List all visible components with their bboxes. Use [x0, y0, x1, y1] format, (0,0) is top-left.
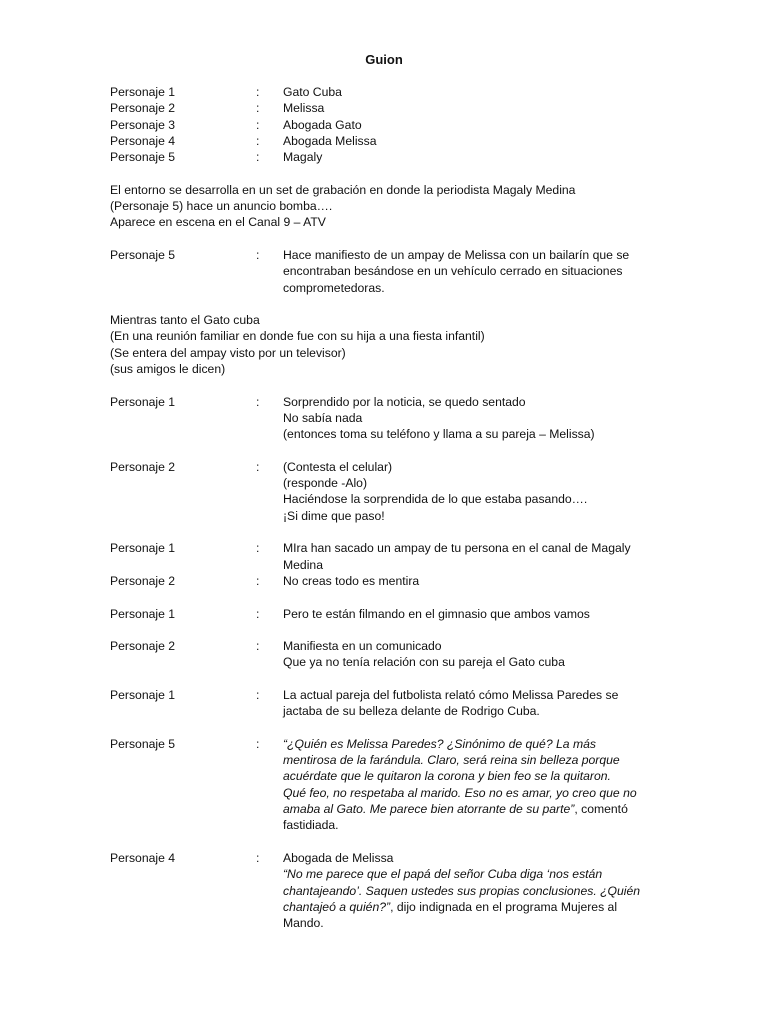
speaker: Personaje 1 [110, 687, 176, 702]
entry-text [283, 736, 670, 834]
speaker: Personaje 5 [110, 736, 176, 751]
entry-text [283, 459, 670, 524]
entry-line: ¡Si dime que paso! [283, 508, 385, 523]
spacer [110, 622, 670, 638]
cast-row [110, 149, 670, 165]
quote-line-with-tail [283, 801, 670, 817]
entry-text [283, 540, 670, 573]
entry-text [283, 606, 670, 622]
speaker-separator: : [256, 850, 260, 865]
entry-line: Manifiesta en un comunicado [283, 639, 442, 654]
entry-line: Mando. [283, 916, 324, 931]
entry-text [283, 573, 670, 589]
cast-name: Abogada Melissa [283, 133, 377, 148]
cast-list [110, 84, 670, 165]
entry-line: No creas todo es mentira [283, 573, 420, 588]
speaker: Personaje 1 [110, 606, 176, 621]
document-title: Guion [365, 52, 403, 67]
entry-line: (Contesta el celular) [283, 459, 393, 474]
script-entry [110, 247, 670, 296]
speaker-separator: : [256, 606, 260, 621]
speaker: Personaje 5 [110, 247, 176, 262]
entry-line: Hace manifiesto de un ampay de Melissa con un bailarín que se [283, 247, 630, 262]
script-entry [110, 540, 670, 573]
entry-line: Sorprendido por la noticia, se quedo sentado [283, 394, 526, 409]
entry-line: Pero te están filmando en el gimnasio que ambos vamos [283, 606, 590, 621]
quote-line: “No me parece que el papá del señor Cuba diga ‘nos están [283, 867, 603, 882]
cast-name: Magaly [283, 150, 323, 165]
speaker-separator: : [256, 394, 260, 409]
script-entry [110, 573, 670, 589]
quote-text: chantajeó a quién?” [283, 899, 391, 914]
speaker-separator: : [256, 541, 260, 556]
cast-role: Personaje 5 [110, 150, 176, 165]
entry-text [283, 394, 670, 443]
spacer [110, 443, 670, 459]
quote-tail: , comentó [574, 802, 628, 817]
spacer [110, 834, 670, 850]
speaker-separator: : [256, 736, 260, 751]
cast-role: Personaje 2 [110, 101, 176, 116]
intro-line: Aparece en escena en el Canal 9 – ATV [110, 215, 326, 230]
cast-separator: : [256, 117, 260, 132]
entry-line: (entonces toma su teléfono y llama a su pareja – Melissa) [283, 427, 595, 442]
script-entry [110, 850, 670, 931]
interlude-line: (sus amigos le dicen) [110, 362, 226, 377]
entry-text [283, 687, 670, 720]
entry-line: encontraban besándose en un vehículo cerrado en situaciones [283, 264, 623, 279]
entry-line: comprometedoras. [283, 280, 385, 295]
entry-line: MIra han sacado un ampay de tu persona en el canal de Magaly [283, 541, 631, 556]
interlude-line: (Se entera del ampay visto por un televisor) [110, 345, 346, 360]
quote-line: chantajeando’. Saquen ustedes sus propias conclusiones. ¿Quién [283, 883, 641, 898]
cast-row [110, 117, 670, 133]
cast-row [110, 84, 670, 100]
script-entry [110, 459, 670, 524]
cast-role: Personaje 3 [110, 117, 176, 132]
quote-line: “¿Quién es Melissa Paredes? ¿Sinónimo de qué? La más [283, 736, 596, 751]
spacer [110, 231, 670, 247]
intro-paragraph [110, 182, 630, 231]
entry-line: jactaba de su belleza delante de Rodrigo Cuba. [283, 704, 540, 719]
entry-line: Que ya no tenía relación con su pareja el Gato cuba [283, 655, 565, 670]
quote-line-with-tail [283, 899, 670, 915]
cast-name: Abogada Gato [283, 117, 362, 132]
entry-line: Medina [283, 557, 323, 572]
entry-heading: Abogada de Melissa [283, 850, 394, 865]
script-entry [110, 606, 670, 622]
script-entry [110, 638, 670, 671]
speaker: Personaje 1 [110, 394, 176, 409]
speaker: Personaje 4 [110, 850, 176, 865]
spacer [110, 165, 670, 181]
entry-text [283, 850, 670, 931]
speaker: Personaje 2 [110, 459, 176, 474]
spacer [110, 524, 670, 540]
spacer [110, 296, 670, 312]
speaker-separator: : [256, 459, 260, 474]
entry-line: No sabía nada [283, 410, 363, 425]
quote-line: Qué feo, no respetaba al marido. Eso no es amar, yo creo que no [283, 785, 637, 800]
quote-tail: , dijo indignada en el programa Mujeres al [390, 899, 618, 914]
interlude-paragraph [110, 312, 630, 377]
quote-line: mentirosa de la farándula. Claro, será reina sin belleza porque [283, 753, 620, 768]
speaker-separator: : [256, 687, 260, 702]
cast-row [110, 133, 670, 149]
cast-role: Personaje 1 [110, 85, 176, 99]
quote-text: amaba al Gato. Me parece bien atorrante de su parte” [283, 802, 575, 817]
entry-line: Haciéndose la sorprendida de lo que estaba pasando…. [283, 492, 588, 507]
interlude-line: Mientras tanto el Gato cuba [110, 313, 260, 328]
cast-name: Gato Cuba [283, 85, 342, 99]
script-entry [110, 394, 670, 443]
cast-row [110, 100, 670, 116]
intro-line: (Personaje 5) hace un anuncio bomba…. [110, 199, 333, 214]
speaker: Personaje 1 [110, 541, 176, 556]
cast-name: Melissa [283, 101, 325, 116]
document-body [110, 84, 670, 931]
speaker-separator: : [256, 247, 260, 262]
script-entry [110, 736, 670, 834]
interlude-line: (En una reunión familiar en donde fue con su hija a una fiesta infantil) [110, 329, 485, 344]
entry-line: fastidiada. [283, 818, 339, 833]
cast-separator: : [256, 150, 260, 165]
quote-line: acuérdate que le quitaron la corona y bien feo se la quitaron. [283, 769, 611, 784]
speaker-separator: : [256, 573, 260, 588]
entry-line: La actual pareja del futbolista relató cómo Melissa Paredes se [283, 687, 619, 702]
entry-text [283, 247, 670, 296]
cast-separator: : [256, 133, 260, 148]
intro-line: El entorno se desarrolla en un set de grabación en donde la periodista Magaly Medina [110, 182, 576, 197]
speaker-separator: : [256, 639, 260, 654]
speaker: Personaje 2 [110, 639, 176, 654]
cast-role: Personaje 4 [110, 133, 176, 148]
spacer [110, 671, 670, 687]
spacer [110, 720, 670, 736]
speaker: Personaje 2 [110, 573, 176, 588]
entry-line: (responde -Alo) [283, 476, 367, 491]
entry-text [283, 638, 670, 671]
cast-separator: : [256, 101, 260, 116]
spacer [110, 377, 670, 393]
script-entry [110, 687, 670, 720]
cast-separator: : [256, 85, 260, 99]
spacer [110, 589, 670, 605]
